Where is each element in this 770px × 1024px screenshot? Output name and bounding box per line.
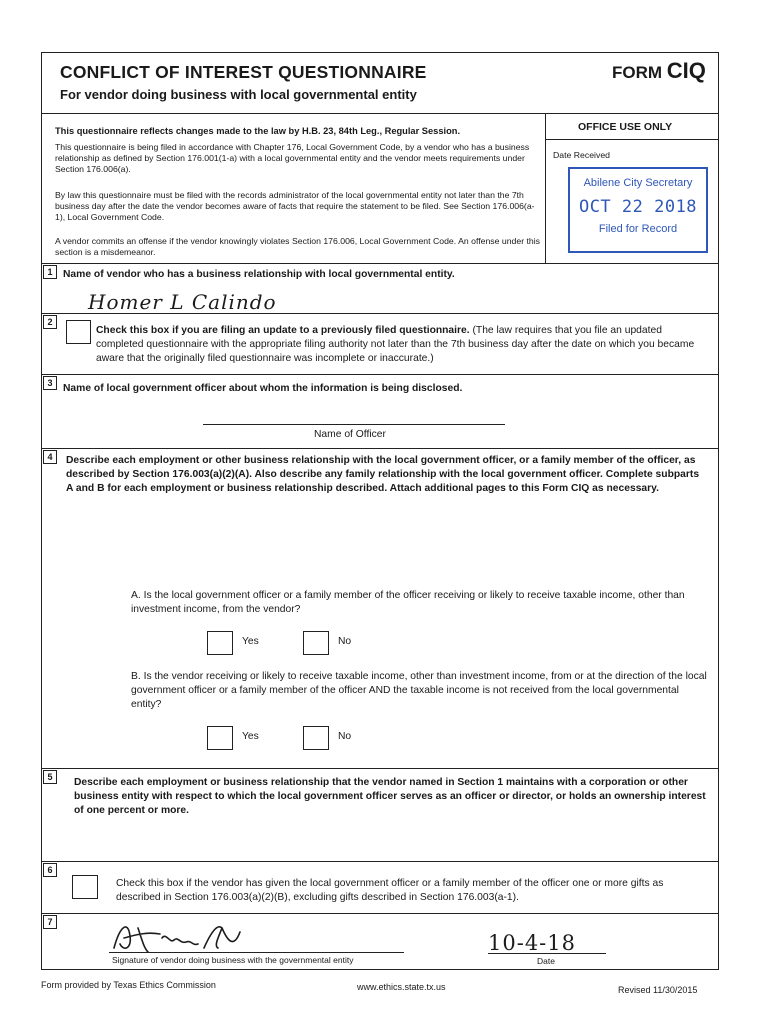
stamp-line-3: Filed for Record <box>598 223 678 235</box>
intro-divider <box>41 263 719 264</box>
section-5-number: 5 <box>43 770 57 784</box>
date-received-label: Date Received <box>553 150 610 160</box>
section-4-number: 4 <box>43 450 57 464</box>
question-a-no-label: No <box>338 636 352 647</box>
footer-provider: Form provided by Texas Ethics Commission <box>41 980 216 990</box>
section-5-text: Describe each employment or business relationship that the vendor named in Section 1 maintains with a corporation or other business entity with respect to which the local government officer serves as an officer or director, or holds an ownership interest of one percent or more. <box>74 777 706 816</box>
section-3-number: 3 <box>43 376 57 390</box>
intro-para-1: This questionnaire is being filed in accordance with Chapter 176, Local Government Code, by a vendor who has a business relationship as defined by Section 176.001(1-a) with a local governmental entity and the vendor meets requirements under Section 176.006(a). <box>55 142 530 174</box>
section-1-number: 1 <box>43 265 57 279</box>
question-b-no-label: No <box>338 731 352 742</box>
section-6-number: 6 <box>43 863 57 877</box>
date-line <box>488 953 606 954</box>
intro-heading: This questionnaire reflects changes made to the law by H.B. 23, 84th Leg., Regular Session. <box>55 126 461 136</box>
form-title: CONFLICT OF INTEREST QUESTIONNAIRE <box>60 62 427 82</box>
section-2-divider <box>41 374 719 375</box>
officer-name-line[interactable] <box>203 424 505 425</box>
section-4-divider <box>41 768 719 769</box>
section-6-text: Check this box if the vendor has given the local government officer or a family member of the officer one or more gifts as described in Section 176.003(a)(2)(B), excluding gifts described in Section 176.003(a-1). <box>116 878 664 903</box>
officer-name-caption: Name of Officer <box>314 429 386 440</box>
question-a-yes-checkbox[interactable] <box>207 631 233 655</box>
office-use-label: OFFICE USE ONLY <box>578 121 673 133</box>
section-3-divider <box>41 448 719 449</box>
footer-revised: Revised 11/30/2015 <box>618 985 698 995</box>
section-6-divider <box>41 913 719 914</box>
received-stamp <box>568 167 708 253</box>
question-a-text: A. Is the local government officer or a family member of the officer receiving or likely to receive taxable income, other than investment income, from the vendor? <box>131 590 685 615</box>
office-use-rule <box>545 139 719 140</box>
question-a-yes-label: Yes <box>242 636 259 647</box>
date-caption: Date <box>537 956 555 966</box>
section-5-divider <box>41 861 719 862</box>
intro-para-2: By law this questionnaire must be filed with the records administrator of the local governmental entity not later than the 7th business day after the date the vendor becomes aware of facts that require the statement to be filed. See Section 176.006(a-1), Local Government Code. <box>55 190 535 222</box>
form-code: FORM CIQ <box>612 58 706 83</box>
footer-website: www.ethics.state.tx.us <box>357 982 446 992</box>
section-2-text: Check this box if you are filing an update to a previously filed questionnaire. (The law requires that you file an updated completed questionnaire with the appropriate filing authority not later than the 7th business day after the date on which you became aware that the originally filed questionnaire was incomplete or inaccurate.) <box>96 325 695 364</box>
section-1-divider <box>41 313 719 314</box>
question-b-text: B. Is the vendor receiving or likely to receive taxable income, other than investment income, from or at the direction of the local government officer or a family member of the officer AND the taxable income is not received from the local governmental entity? <box>131 671 707 710</box>
question-a-no-checkbox[interactable] <box>303 631 329 655</box>
question-b-no-checkbox[interactable] <box>303 726 329 750</box>
header-divider <box>41 113 719 114</box>
intro-para-3: A vendor commits an offense if the vendor knowingly violates Section 176.006, Local Government Code. An offense under this section is a misdemeanor. <box>55 236 541 257</box>
signature-line <box>109 952 404 953</box>
stamp-date: OCT 22 2018 <box>578 197 698 217</box>
office-use-divider <box>545 113 546 263</box>
question-b-yes-checkbox[interactable] <box>207 726 233 750</box>
question-b-yes-label: Yes <box>242 731 259 742</box>
gift-checkbox[interactable] <box>72 875 98 899</box>
section-4-text: Describe each employment or other business relationship with the local government officer, or a family member of the officer, as described by Section 176.003(a)(2)(A). Also describe any family relationship with the local government officer. Complete subparts A and B for each employment or business relationship described. Attach additional pages to this Form CIQ as necessary. <box>66 455 700 494</box>
section-2-number: 2 <box>43 315 57 329</box>
stamp-line-1: Abilene City Secretary <box>583 177 693 189</box>
update-checkbox[interactable] <box>66 320 91 344</box>
signature-caption: Signature of vendor doing business with the governmental entity <box>112 955 354 965</box>
vendor-name-value[interactable]: Homer L Calindo <box>88 290 277 314</box>
section-1-label: Name of vendor who has a business relationship with local governmental entity. <box>63 269 455 280</box>
section-7-number: 7 <box>43 915 57 929</box>
signature-date-value[interactable]: 10-4-18 <box>488 931 576 955</box>
form-subtitle: For vendor doing business with local governmental entity <box>60 87 417 102</box>
section-3-label: Name of local government officer about whom the information is being disclosed. <box>63 383 463 394</box>
